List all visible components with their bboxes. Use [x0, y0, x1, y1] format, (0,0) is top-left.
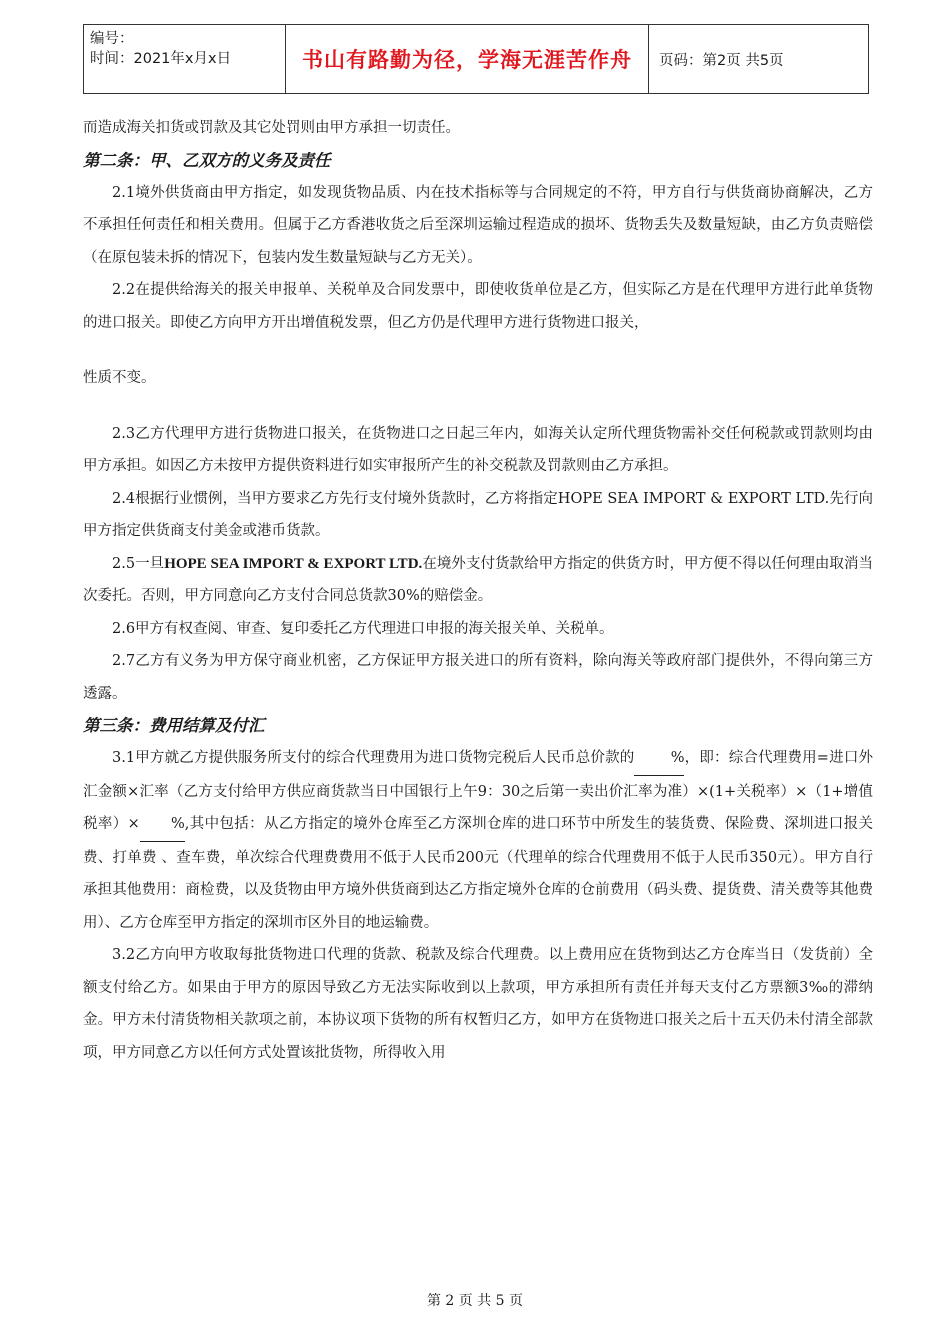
page-header	[83, 24, 869, 94]
clause-2-5-rest: 在境外支付货款给甲方指定的供货方时，甲方便不得以任何理由取消当次委托。否则，甲方同意向乙方支付合同总货款30%的赔偿金。	[83, 555, 874, 604]
fee-rate-blank-2: %	[140, 808, 185, 842]
clause-2-4: 2.4根据行业惯例，当甲方要求乙方先行支付境外货款时，乙方将指定HOPE SEA IMPORT & EXPORT LTD.先行向甲方指定供货商支付美金或港币货款。	[83, 490, 873, 539]
clause-3-1-part-1: 3.1甲方就乙方提供服务所支付的综合代理费用为进口货物完税后人民币总价款的	[112, 750, 635, 766]
fee-rate-blank: %	[634, 742, 684, 776]
clause-2-2-tail: 性质不变。	[83, 370, 156, 386]
clause-3-2: 3.2乙方向甲方收取每批货物进口代理的货款、税款及综合代理费。以上费用应在货物到达乙方仓库当日（发货前）全额支付给乙方。如果由于甲方的原因导致乙方无法实际收到以上款项，甲方承担所有责任并每天支付乙方票额3‰的滞纳金。甲方未付清货物相关款项之前，本协议项下货物的所有权暂归乙方，如甲方在货物进口报关之后十五天仍未付清全部款项，甲方同意乙方以任何方式处置该批货物，所得收入用	[83, 947, 873, 1061]
header-page-info: 页码：第2页 共5页	[649, 25, 869, 94]
clause-3-1-part-3: ,其中包括：从乙方指定的境外仓库至乙方深圳仓库的进口环节中所发生的装货费、保险费、深圳进口报关费、打单费 、查车费，单次综合代理费费用不低于人民币200元（代理单的综合代理费用不低于人民币350元）。甲方自行承担其他费用：商检费，以及货物由甲方境外供货商到达乙方指定境外仓库的仓前费用（码头费、提货费、清关费等其他费用）、乙方仓库至甲方指定的深圳市区外目的地运输费。	[83, 816, 874, 931]
header-motto: 书山有路勤为径，学海无涯苦作舟	[286, 25, 649, 94]
clause-3-1-part-2: ，即：综合代理费用=进口外汇金额×汇率（乙方支付给甲方供应商货款当日中国银行上午9：30之后第一卖出价汇率为准）×(1+关税率）×（1+增值税率）×	[83, 750, 873, 832]
clause-2-5	[83, 548, 873, 613]
clause-2-5-start: 2.5一旦	[112, 555, 165, 572]
clause-2-1: 2.1境外供货商由甲方指定，如发现货物品质、内在技术指标等与合同规定的不符，甲方自行与供货商协商解决，乙方不承担任何责任和相关费用。但属于乙方香港收货之后至深圳运输过程造成的损坏、货物丢失及数量短缺，由乙方负责赔偿（在原包装未拆的情况下，包装内发生数量短缺与乙方无关）。	[83, 184, 873, 266]
document-date: 时间：2021年x月x日	[90, 51, 232, 67]
page-footer: 第 2 页 共 5 页	[426, 1293, 524, 1309]
clause-2-3: 2.3乙方代理甲方进行货物进口报关，在货物进口之日起三年内，如海关认定所代理货物需补交任何税款或罚款则均由甲方承担。如因乙方未按甲方提供资料进行如实审报所产生的补交税款及罚款则由乙方承担。	[83, 425, 873, 474]
clause-2-2: 2.2在提供给海关的报关申报单、关税单及合同发票中，即使收货单位是乙方，但实际乙方是在代理甲方进行此单货物的进口报关。即使乙方向甲方开出增值税发票，但乙方仍是代理甲方进行货物进口报关，	[83, 282, 873, 331]
document-number-label: 编号：	[90, 31, 134, 47]
section-heading-article-3: 第三条：费用结算及付汇	[83, 716, 265, 735]
header-meta	[84, 25, 286, 94]
document-body	[83, 112, 873, 1069]
section-heading-article-2: 第二条：甲、乙双方的义务及责任	[83, 150, 331, 170]
clause-2-7: 2.7乙方有义务为甲方保守商业机密，乙方保证甲方报关进口的所有资料，除向海关等政府部门提供外，不得向第三方透露。	[83, 653, 873, 702]
clause-3-1	[83, 742, 873, 939]
paragraph-continuation: 而造成海关扣货或罚款及其它处罚则由甲方承担一切责任。	[83, 120, 460, 136]
clause-2-6: 2.6甲方有权查阅、审查、复印委托乙方代理进口申报的海关报关单、关税单。	[112, 620, 614, 637]
company-name: HOPE SEA IMPORT & EXPORT LTD.	[164, 555, 423, 572]
